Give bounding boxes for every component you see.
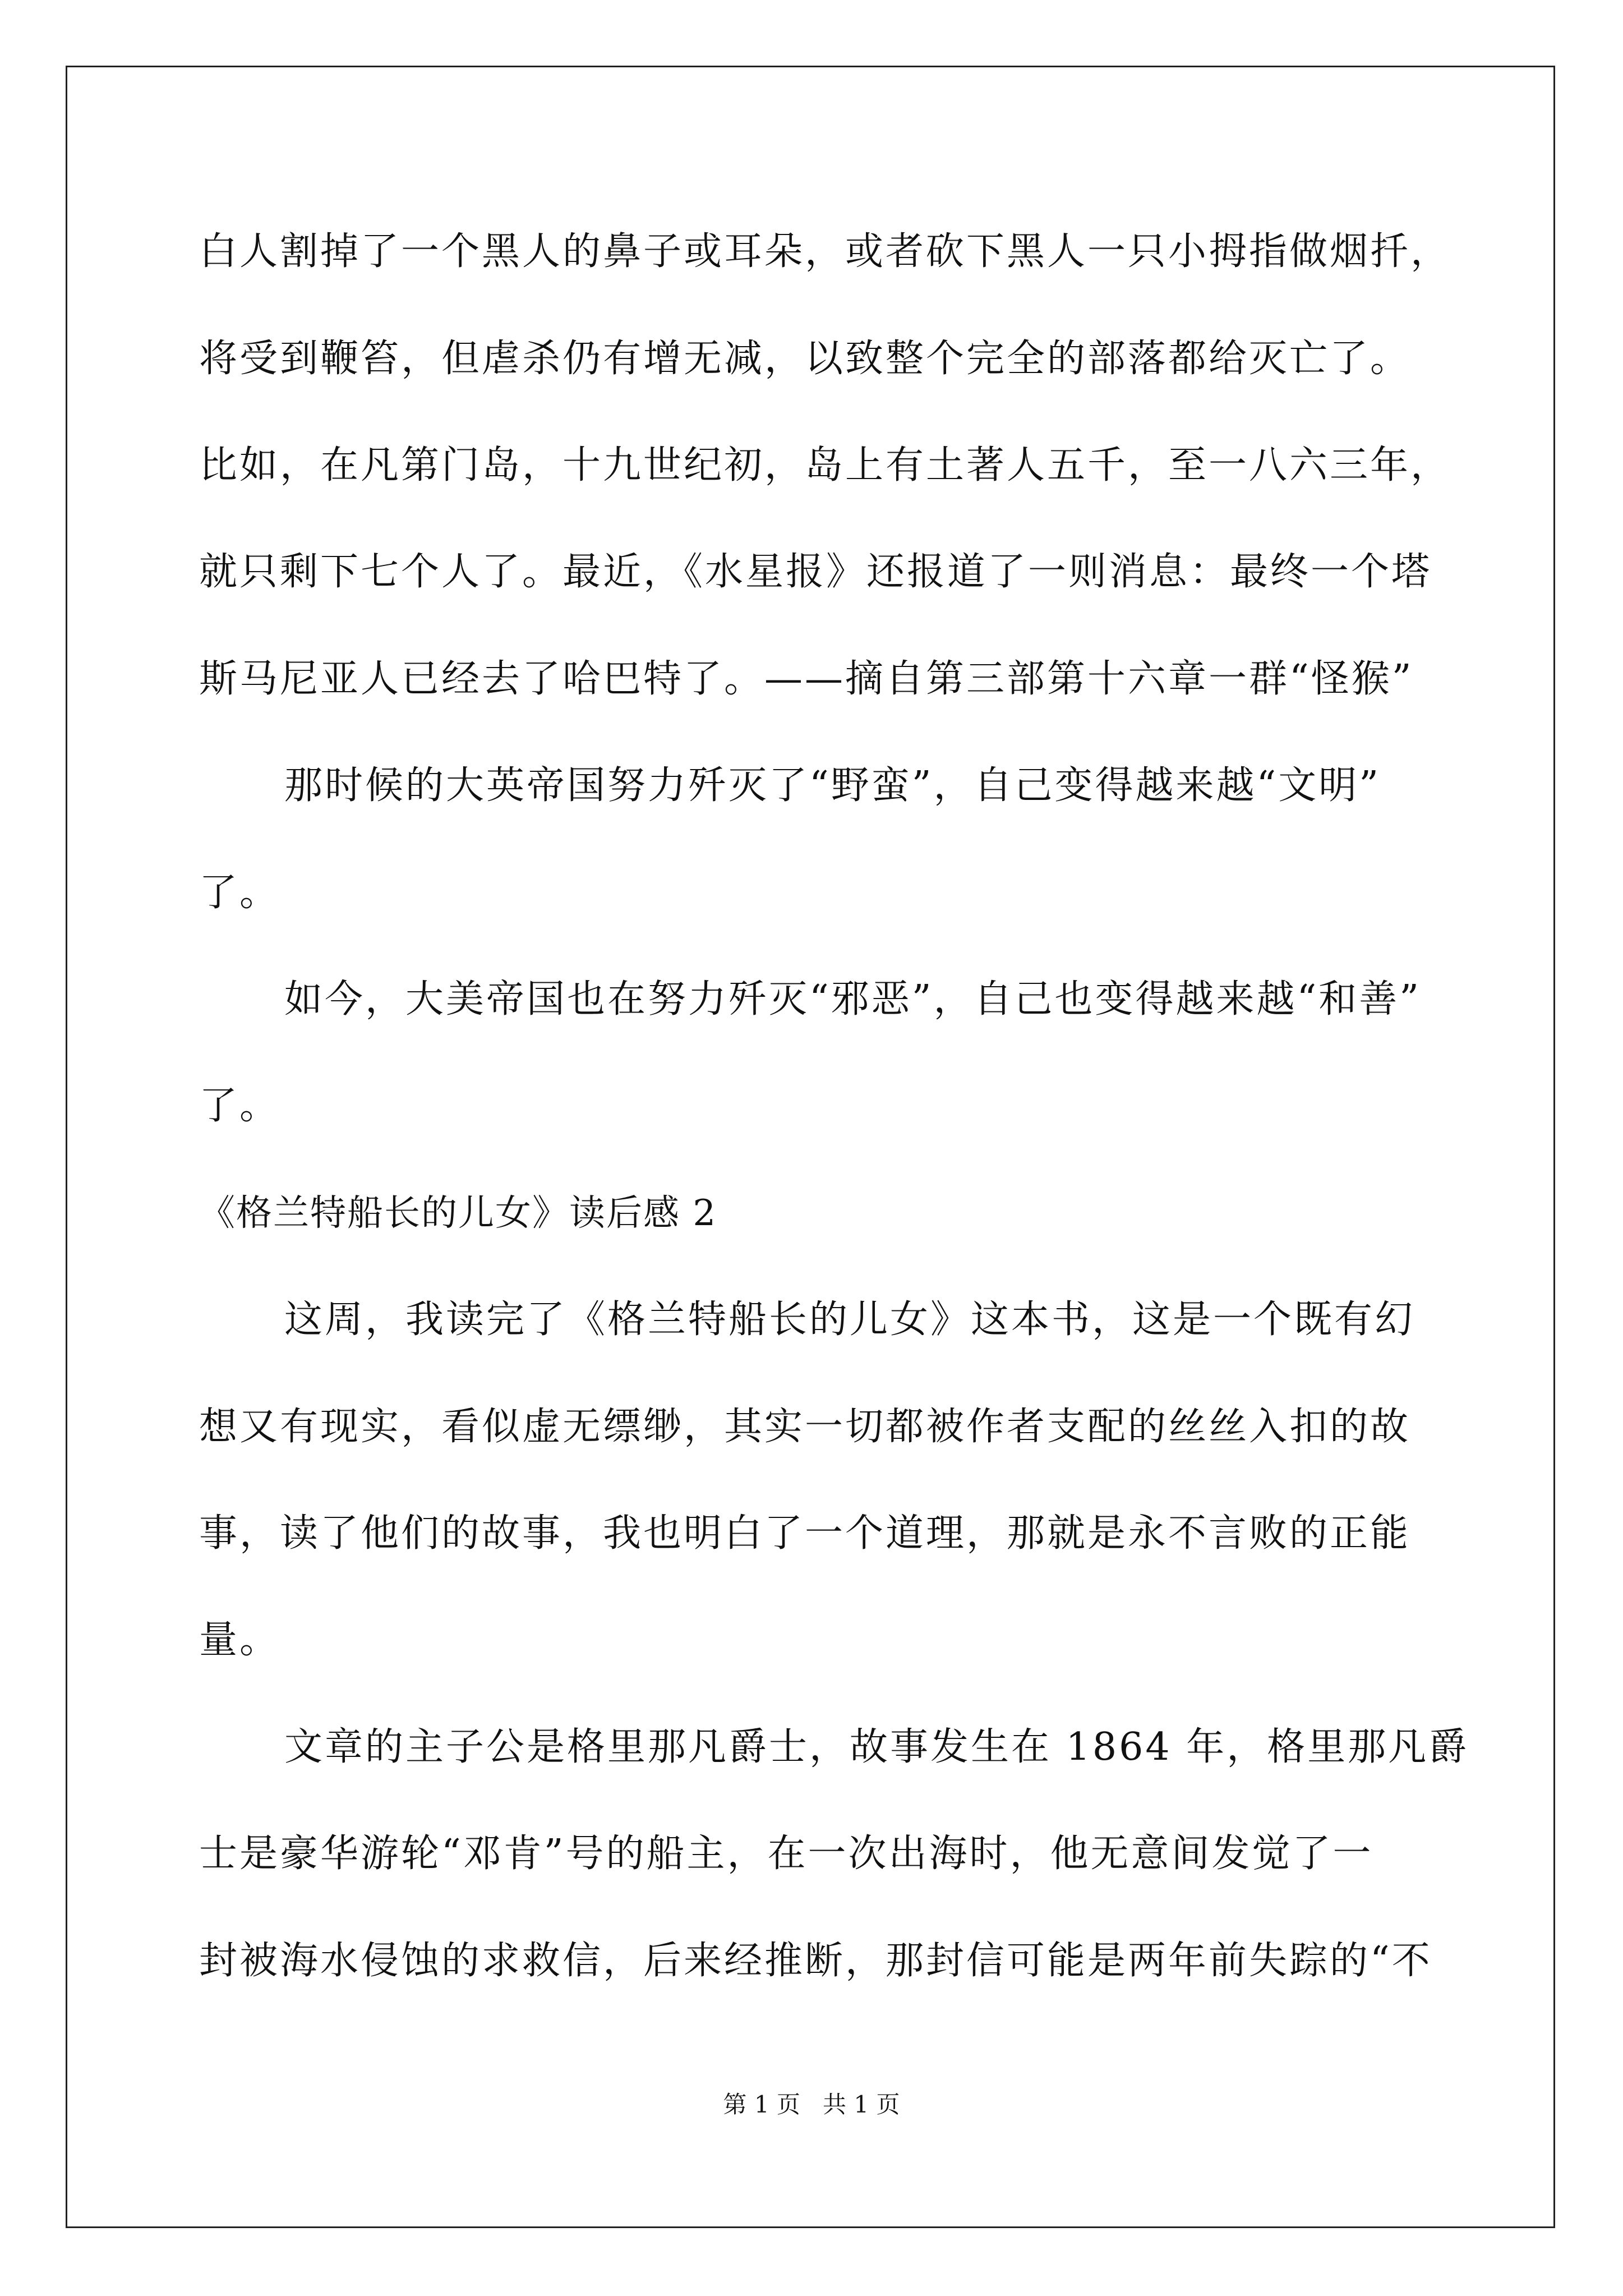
text-line: 就只剩下七个人了。最近，《水星报》还报道了一则消息：最终一个塔 <box>199 550 1432 594</box>
text-line: 比如，在凡第门岛，十九世纪初，岛上有土著人五千，至一八六三年， <box>199 443 1451 487</box>
text-line: 斯马尼亚人已经去了哈巴特了。——摘自第三部第十六章一群“怪猴” <box>199 657 1414 701</box>
text-line: 量。 <box>199 1618 280 1662</box>
paragraph-first-line: 如今，大美帝国也在努力歼灭“邪恶”，自己也变得越来越“和善” <box>284 977 1422 1022</box>
text-line: 了。 <box>199 871 280 915</box>
paragraph-first-line: 这周，我读完了《格兰特船长的儿女》这本书，这是一个既有幻 <box>284 1297 1415 1342</box>
paragraph-first-line: 文章的主子公是格里那凡爵士，故事发生在 1864 年，格里那凡爵 <box>284 1725 1469 1769</box>
page-border <box>66 66 1555 2228</box>
text-line: 了。 <box>199 1084 280 1128</box>
text-line: 想又有现实，看似虚无缥缈，其实一切都被作者支配的丝丝入扣的故 <box>199 1405 1411 1449</box>
text-line: 封被海水侵蚀的求救信，后来经推断，那封信可能是两年前失踪的“不 <box>199 1939 1432 1983</box>
text-line: 士是豪华游轮“邓肯”号的船主，在一次出海时，他无意间发觉了一 <box>199 1832 1373 1876</box>
text-line: 事，读了他们的故事，我也明白了一个道理，那就是永不言败的正能 <box>199 1511 1411 1556</box>
text-line: 白人割掉了一个黑人的鼻子或耳朵，或者砍下黑人一只小拇指做烟扦， <box>199 229 1451 274</box>
text-line: 将受到鞭笞，但虐杀仍有增无减，以致整个完全的部落都给灭亡了。 <box>199 337 1411 381</box>
paragraph-first-line: 那时候的大英帝国努力歼灭了“野蛮”，自己变得越来越“文明” <box>284 763 1381 808</box>
page-number: 第 1 页 共 1 页 <box>723 2091 900 2118</box>
section-heading: 《格兰特船长的儿女》读后感 2 <box>199 1193 717 1234</box>
